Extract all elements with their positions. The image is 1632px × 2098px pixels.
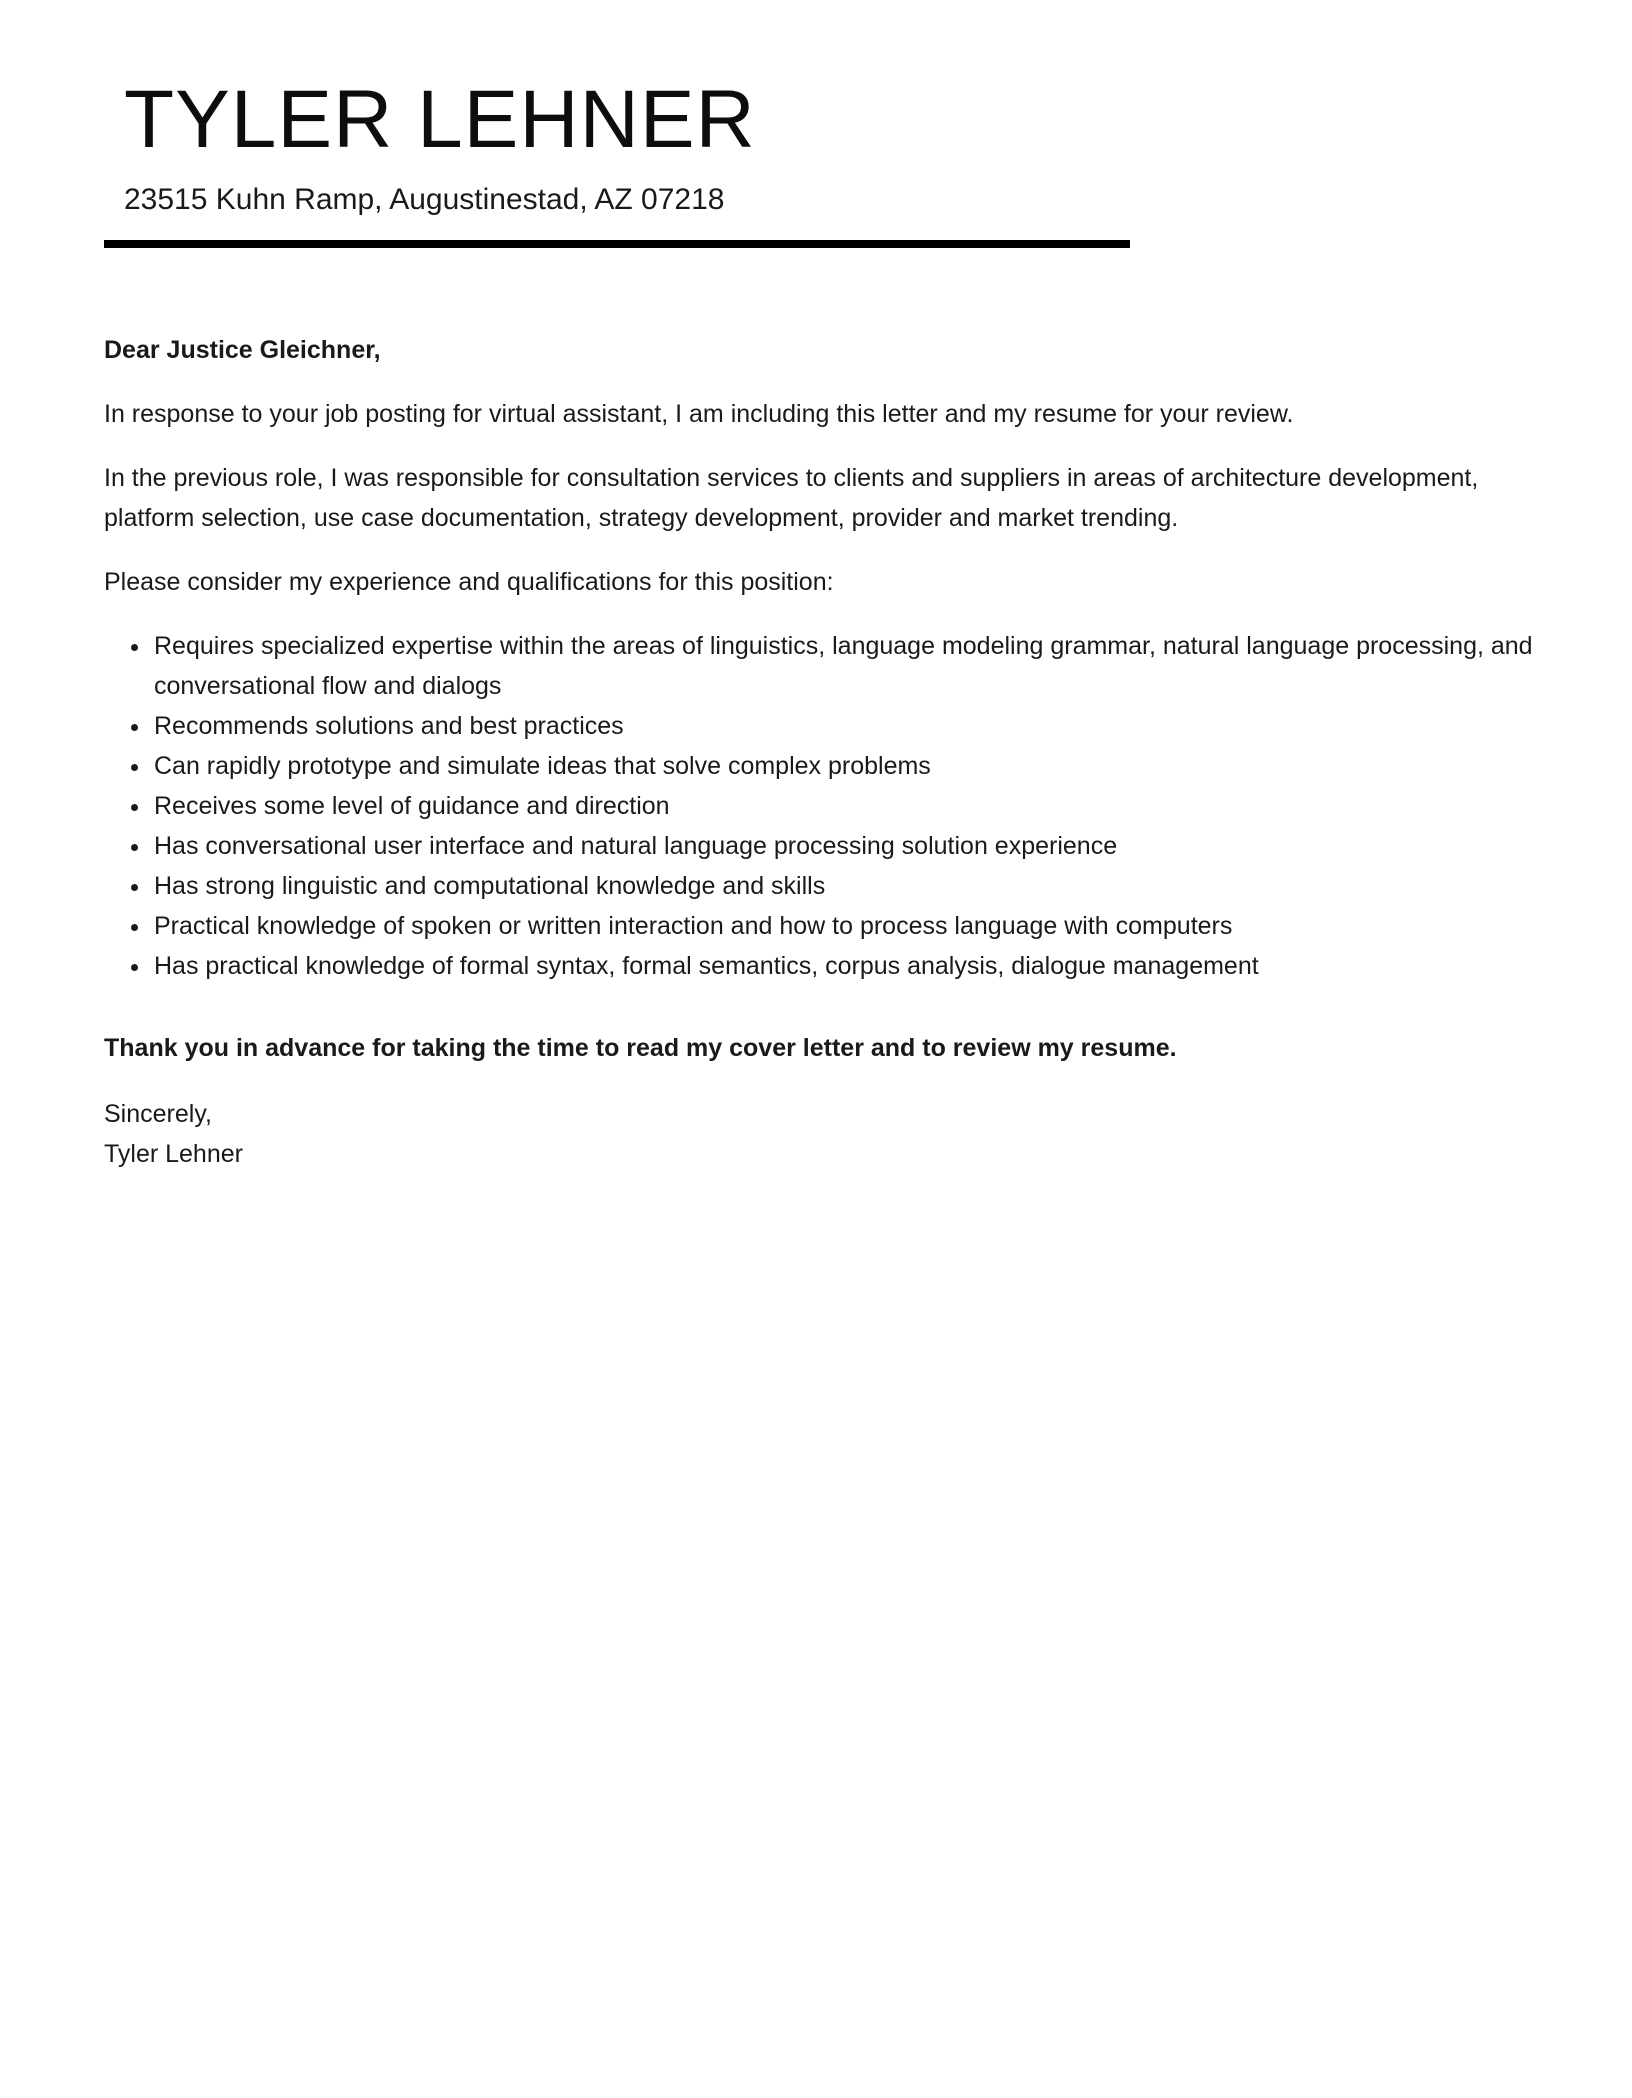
experience-paragraph: In the previous role, I was responsible for consultation services to clients and suppliers in areas of architecture development, platform selection, use case documentation, strategy development, provider and market trending. [104,464,1479,532]
list-item: • Has conversational user interface and natural language processing solution experience [152,826,1534,866]
thank-you-paragraph: Thank you in advance for taking the time to read my cover letter and to review my resume. [104,1034,1177,1062]
list-item: • Requires specialized expertise within the areas of linguistics, language modeling grammar, natural language processing, and conversational flow and dialogs [152,626,1534,706]
signature: Tyler Lehner [104,1140,243,1168]
list-item: • Receives some level of guidance and direction [152,786,1534,826]
letter-header [124,70,1124,220]
list-item: • Has practical knowledge of formal syntax, formal semantics, corpus analysis, dialogue management [152,946,1534,986]
list-item: • Practical knowledge of spoken or written interaction and how to process language with computers [152,906,1534,946]
closing: Sincerely, [104,1100,212,1128]
list-item: • Recommends solutions and best practices [152,706,1534,746]
list-item: • Can rapidly prototype and simulate ideas that solve complex problems [152,746,1534,786]
letter-body [104,330,1534,1198]
applicant-address: 23515 Kuhn Ramp, Augustinestad, AZ 07218 [124,183,725,216]
salutation: Dear Justice Gleichner, [104,336,381,364]
signoff-block [104,1094,1534,1174]
intro-paragraph: In response to your job posting for virtual assistant, I am including this letter and my resume for your review. [104,400,1294,428]
consider-paragraph: Please consider my experience and qualifications for this position: [104,568,834,596]
qualifications-list [104,626,1534,986]
header-divider [104,240,1130,248]
list-item: • Has strong linguistic and computational knowledge and skills [152,866,1534,906]
applicant-name: TYLER LEHNER [124,74,756,165]
